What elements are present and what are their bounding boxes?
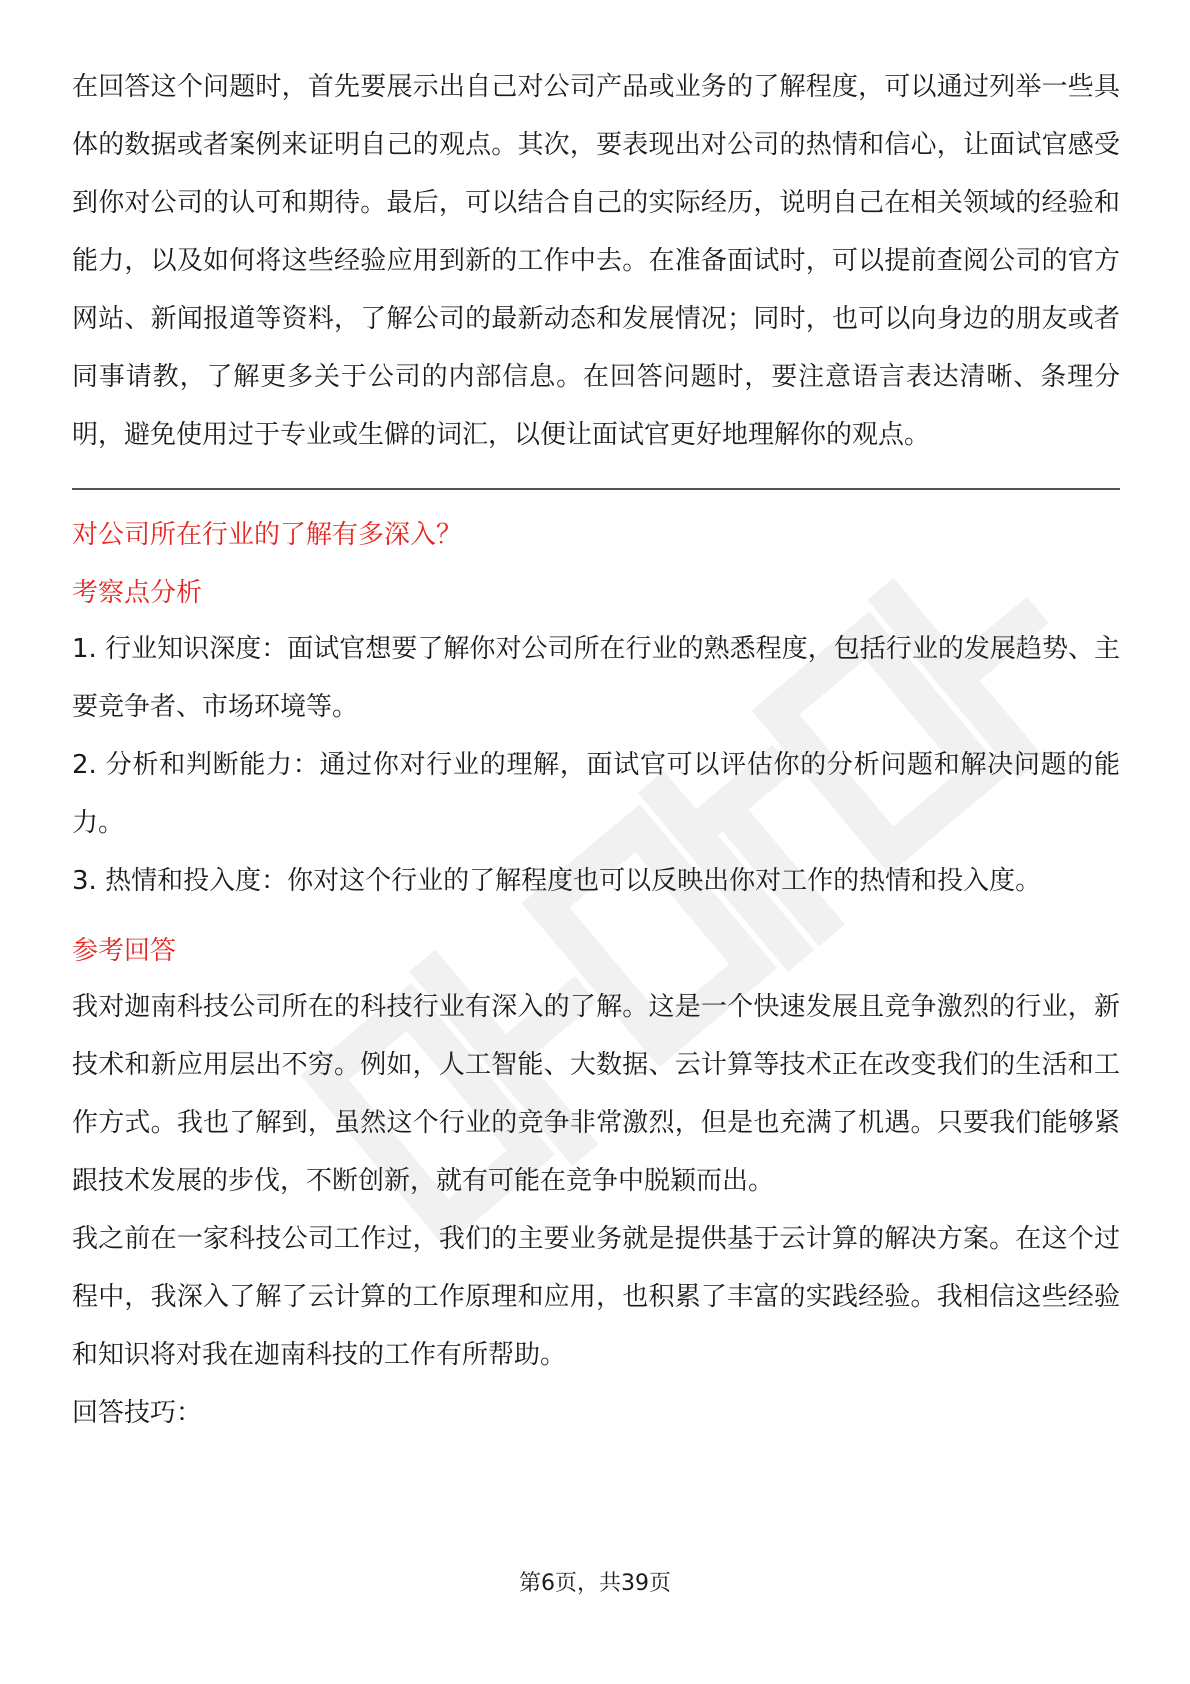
page-footer: 第6页，共39页 (519, 1571, 671, 1596)
section-divider (72, 488, 1120, 490)
analysis-heading: 考察点分析 (72, 578, 203, 608)
tips-label: 回答技巧： (72, 1398, 203, 1428)
analysis-item-3: 3. 热情和投入度：你对这个行业的了解程度也可以反映出你对工作的热情和投入度。 (72, 866, 1042, 896)
analysis-item-1: 1. 行业知识深度：面试官想要了解你对公司所在行业的熟悉程度，包括行业的发展趋势、主要竞争者、市场环境等。 (72, 634, 1120, 722)
answer-paragraph-2: 我之前在一家科技公司工作过，我们的主要业务就是提供基于云计算的解决方案。在这个过程中，我深入了解了云计算的工作原理和应用，也积累了丰富的实践经验。我相信这些经验和知识将对我在迦南科技的工作有所帮助。 (72, 1224, 1120, 1370)
question-title: 对公司所在行业的了解有多深入？ (72, 520, 463, 550)
intro-paragraph: 在回答这个问题时，首先要展示出自己对公司产品或业务的了解程度，可以通过列举一些具体的数据或者案例来证明自己的观点。其次，要表现出对公司的热情和信心，让面试官感受到你对公司的认可和期待。最后，可以结合自己的实际经历，说明自己在相关领域的经验和能力，以及如何将这些经验应用到新的工作中去。在准备面试时，可以提前查阅公司的官方网站、新闻报道等资料，了解公司的最新动态和发展情况；同时，也可以向身边的朋友或者同事请教，了解更多关于公司的内部信息。在回答问题时，要注意语言表达清晰、条理分明，避免使用过于专业或生僻的词汇，以便让面试官更好地理解你的观点。 (72, 72, 1120, 450)
answer-paragraph-1: 我对迦南科技公司所在的科技行业有深入的了解。这是一个快速发展且竞争激烈的行业，新技术和新应用层出不穷。例如，人工智能、大数据、云计算等技术正在改变我们的生活和工作方式。我也了解到，虽然这个行业的竞争非常激烈，但是也充满了机遇。只要我们能够紧跟技术发展的步伐，不断创新，就有可能在竞争中脱颖而出。 (72, 992, 1120, 1196)
main-content (72, 58, 1120, 1442)
analysis-item-2: 2. 分析和判断能力：通过你对行业的理解，面试官可以评估你的分析问题和解决问题的能力。 (72, 750, 1120, 838)
answer-heading: 参考回答 (72, 936, 177, 966)
